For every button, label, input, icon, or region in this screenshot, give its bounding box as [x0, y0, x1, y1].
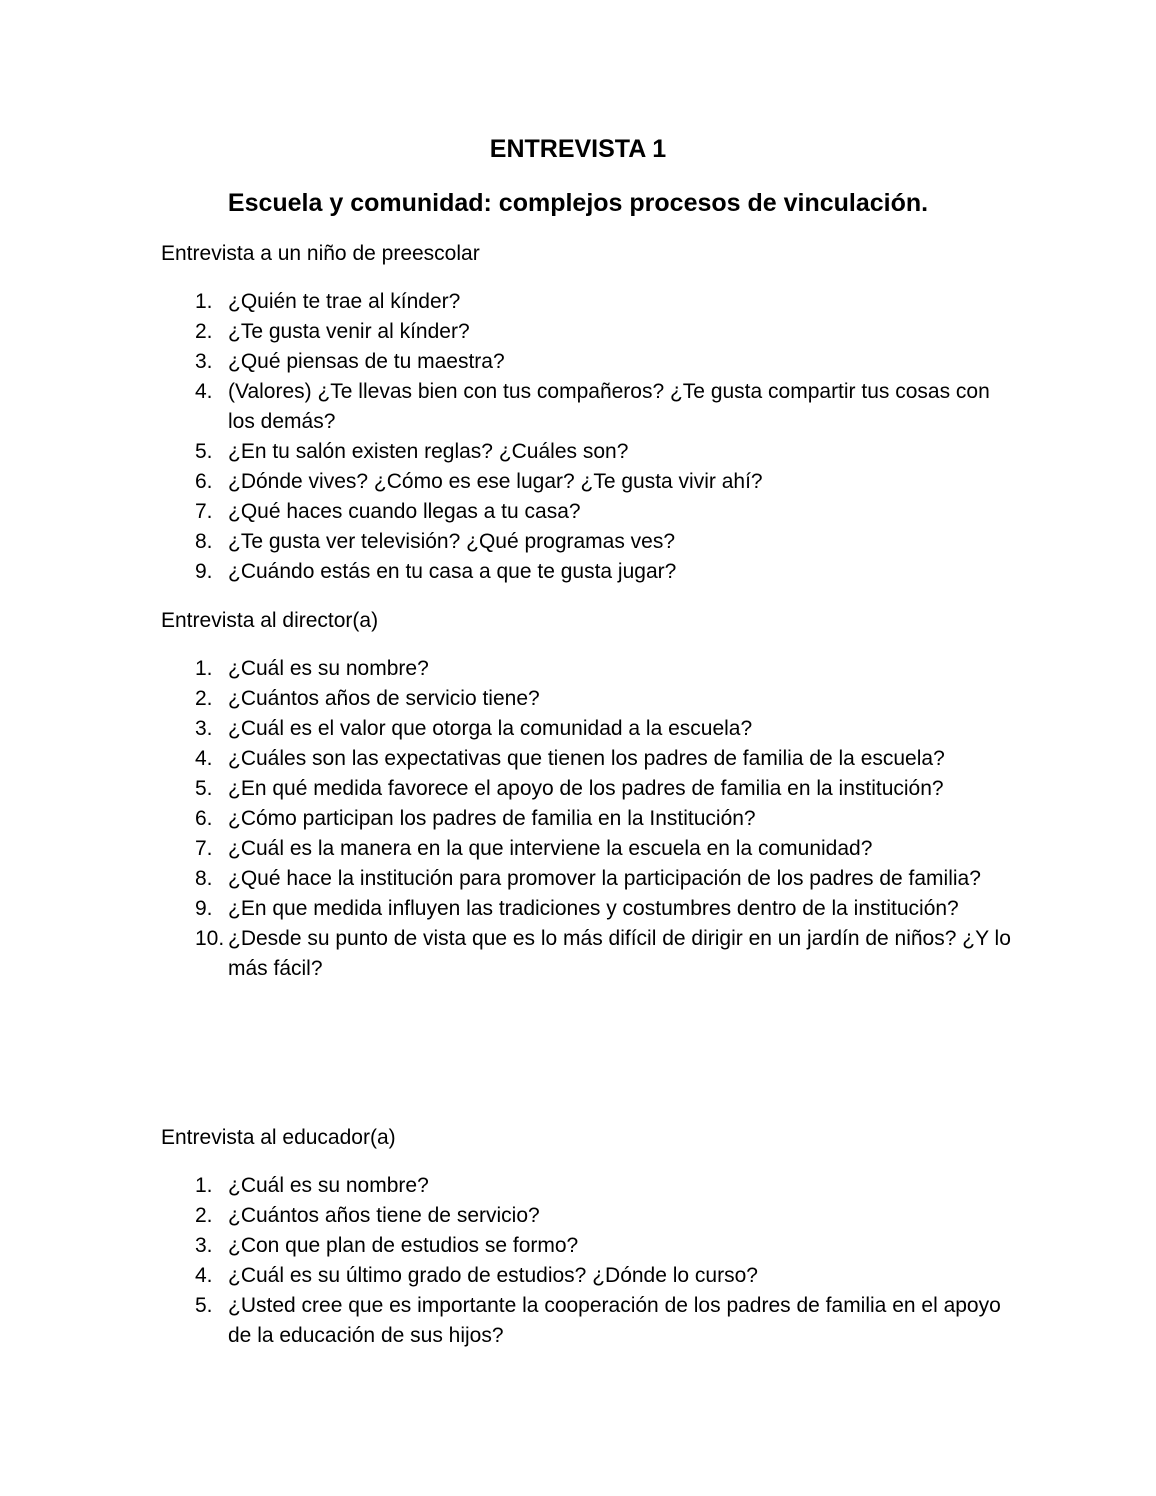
question-item [161, 1201, 1021, 1231]
question-item [161, 864, 1021, 894]
section-director-interview [161, 606, 1021, 984]
question-item [161, 684, 1021, 714]
section-heading: Entrevista al director(a) [161, 609, 379, 632]
document-subtitle: Escuela y comunidad: complejos procesos de vinculación. [227, 189, 929, 217]
question-text: ¿Usted cree que es importante la cooperación de los padres de familia en el apoyo de la educación de sus hijos? [228, 1294, 1001, 1347]
question-text: ¿Cuál es la manera en la que interviene la escuela en la comunidad? [228, 837, 873, 860]
question-item [161, 347, 1021, 377]
question-number: 1. [195, 1174, 213, 1197]
question-text: ¿Te gusta ver televisión? ¿Qué programas ves? [228, 530, 676, 553]
question-list [161, 654, 1021, 984]
question-text: (Valores) ¿Te llevas bien con tus compañeros? ¿Te gusta compartir tus cosas con los demás? [228, 380, 990, 433]
question-item [161, 1171, 1021, 1201]
question-number: 9. [195, 560, 213, 583]
question-text: ¿Qué hace la institución para promover la participación de los padres de familia? [228, 867, 981, 890]
question-item [161, 377, 1021, 437]
question-text: ¿En qué medida favorece el apoyo de los padres de familia en la institución? [228, 777, 944, 800]
question-text: ¿Te gusta venir al kínder? [228, 320, 470, 343]
question-number: 4. [195, 1264, 213, 1287]
question-text: ¿Cuántos años de servicio tiene? [228, 687, 540, 710]
question-number: 3. [195, 350, 213, 373]
question-text: ¿Desde su punto de vista que es lo más difícil de dirigir en un jardín de niños? ¿Y lo más fácil? [228, 927, 1011, 980]
document-title: ENTREVISTA 1 [489, 135, 667, 163]
question-item [161, 1261, 1021, 1291]
question-number: 5. [195, 440, 213, 463]
section-heading: Entrevista al educador(a) [161, 1126, 396, 1149]
question-text: ¿En tu salón existen reglas? ¿Cuáles son? [228, 440, 629, 463]
question-list [161, 287, 1021, 587]
question-item [161, 287, 1021, 317]
question-text: ¿Cuál es el valor que otorga la comunidad a la escuela? [228, 717, 753, 740]
question-number: 10. [195, 927, 225, 950]
question-number: 1. [195, 290, 213, 313]
question-number: 1. [195, 657, 213, 680]
question-list [161, 1171, 1021, 1351]
question-number: 6. [195, 470, 213, 493]
question-text: ¿Dónde vives? ¿Cómo es ese lugar? ¿Te gusta vivir ahí? [228, 470, 763, 493]
question-item [161, 654, 1021, 684]
question-text: ¿Quién te trae al kínder? [228, 290, 461, 313]
question-text: ¿Cuál es su nombre? [228, 657, 429, 680]
question-number: 8. [195, 530, 213, 553]
question-number: 9. [195, 897, 213, 920]
section-heading: Entrevista a un niño de preescolar [161, 242, 480, 265]
question-item [161, 557, 1021, 587]
question-item [161, 834, 1021, 864]
question-number: 2. [195, 1204, 213, 1227]
question-item [161, 497, 1021, 527]
question-number: 4. [195, 380, 213, 403]
question-item [161, 714, 1021, 744]
question-number: 3. [195, 717, 213, 740]
question-text: ¿Qué piensas de tu maestra? [228, 350, 505, 373]
question-number: 7. [195, 837, 213, 860]
question-text: ¿Cuál es su nombre? [228, 1174, 429, 1197]
question-item [161, 924, 1021, 984]
question-item [161, 894, 1021, 924]
question-number: 5. [195, 1294, 213, 1317]
question-number: 4. [195, 747, 213, 770]
question-item [161, 467, 1021, 497]
question-number: 2. [195, 687, 213, 710]
question-item [161, 774, 1021, 804]
question-number: 3. [195, 1234, 213, 1257]
question-item [161, 1231, 1021, 1261]
question-number: 6. [195, 807, 213, 830]
question-text: ¿Cuándo estás en tu casa a que te gusta jugar? [228, 560, 677, 583]
question-item [161, 744, 1021, 774]
section-educator-interview [161, 1123, 1021, 1351]
question-number: 2. [195, 320, 213, 343]
question-item [161, 437, 1021, 467]
question-text: ¿En que medida influyen las tradiciones y costumbres dentro de la institución? [228, 897, 959, 920]
question-text: ¿Qué haces cuando llegas a tu casa? [228, 500, 581, 523]
question-text: ¿Cuántos años tiene de servicio? [228, 1204, 540, 1227]
question-item [161, 317, 1021, 347]
question-number: 7. [195, 500, 213, 523]
question-number: 5. [195, 777, 213, 800]
question-text: ¿Cuáles son las expectativas que tienen los padres de familia de la escuela? [228, 747, 945, 770]
question-item [161, 527, 1021, 557]
question-item [161, 804, 1021, 834]
section-child-interview [161, 239, 1021, 587]
question-text: ¿Cómo participan los padres de familia en la Institución? [228, 807, 756, 830]
question-number: 8. [195, 867, 213, 890]
question-text: ¿Con que plan de estudios se formo? [228, 1234, 579, 1257]
question-text: ¿Cuál es su último grado de estudios? ¿Dónde lo curso? [228, 1264, 758, 1287]
question-item [161, 1291, 1021, 1351]
